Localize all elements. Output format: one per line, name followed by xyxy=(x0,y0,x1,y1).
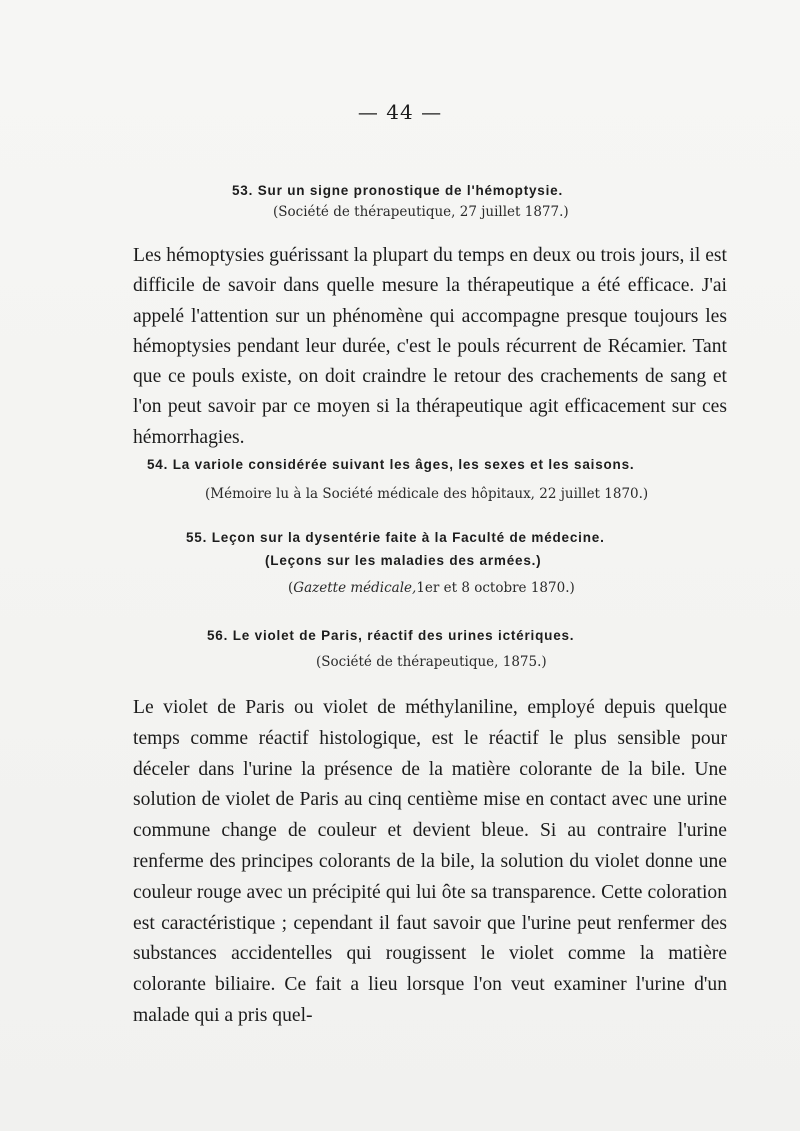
entry-55-title xyxy=(186,530,605,545)
entry-53-title xyxy=(232,183,563,198)
journal-name: Gazette médicale, xyxy=(293,580,417,596)
entry-title-text: Leçon sur la dysentérie faite à la Faculté de médecine. xyxy=(211,530,605,545)
entry-56-title xyxy=(207,628,574,643)
entry-55-subtitle: (Leçons sur les maladies des armées.) xyxy=(265,553,542,568)
entry-title-text: La variole considérée suivant les âges, les sexes et les saisons. xyxy=(172,457,635,472)
page-number: — 44 — xyxy=(357,100,443,124)
entry-title-text: Le violet de Paris, réactif des urines ictériques. xyxy=(232,628,575,643)
paragraph-entry-56: Le violet de Paris ou violet de méthylaniline, employé depuis quelque temps comme réactif histologique, est le réactif le plus sensible pour déceler dans l'urine la présence de la matière colorante de la bile. Une solution de violet de Paris au cinq centième mise en contact avec une urine commune change de couleur et devient bleue. Si au contraire l'urine renferme des principes colorants de la bile, la solution du violet donne une couleur rouge avec un précipité qui lui ôte sa transparence. Cette coloration est caractéristique ; cependant il faut savoir que l'urine peut renfermer des substances accidentelles qui rougissent le violet comme la matière colorante biliaire. Ce fait a lieu lorsque l'on veut examiner l'urine d'un malade qui a pris quel- xyxy=(133,697,727,1026)
entry-number: 54. xyxy=(147,457,169,472)
entry-number: 55. xyxy=(186,530,208,545)
entry-number: 56. xyxy=(207,628,229,643)
paragraph-entry-53: Les hémoptysies guérissant la plupart du temps en deux ou trois jours, il est difficile de savoir dans quelle mesure la thérapeutique a été efficace. J'ai appelé l'attention sur un phénomène qui accompagne presque toujours les hémoptysies pendant leur durée, c'est le pouls récurrent de Récamier. Tant que ce pouls existe, on doit craindre le retour des crachements de sang et l'on peut savoir par ce moyen si la thérapeutique agit efficacement sur ces hémorrhagies. xyxy=(133,245,727,448)
entry-56-source: (Société de thérapeutique, 1875.) xyxy=(316,654,547,670)
entry-title-text: Sur un signe pronostique de l'hémoptysie. xyxy=(257,183,564,198)
entry-54-title xyxy=(147,457,634,472)
entry-55-source: (Gazette médicale,1er et 8 octobre 1870.) xyxy=(288,580,575,596)
entry-53-source: (Société de thérapeutique, 27 juillet 1877.) xyxy=(273,204,569,220)
entry-number: 53. xyxy=(232,183,254,198)
entry-54-source: (Mémoire lu à la Société médicale des hôpitaux, 22 juillet 1870.) xyxy=(205,486,649,502)
